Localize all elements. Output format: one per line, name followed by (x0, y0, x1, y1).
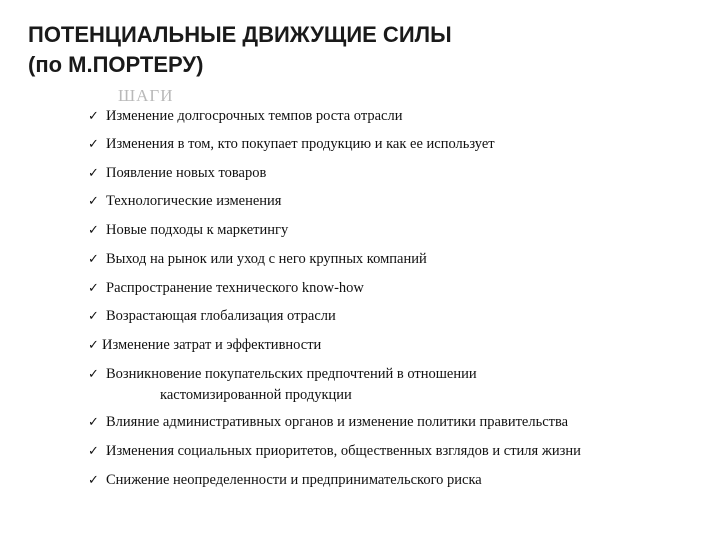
list-item (88, 364, 477, 405)
list-item-text: Распространение технического know-how (106, 280, 364, 296)
checkmark-icon: ✓ (88, 137, 99, 152)
checkmark-icon: ✓ (88, 338, 99, 353)
checkmark-icon: ✓ (88, 415, 99, 430)
checkmark-icon: ✓ (88, 109, 99, 124)
checkmark-icon: ✓ (88, 281, 99, 296)
list-item-text: Изменение затрат и эффективности (102, 337, 322, 353)
list-item-text: Технологические изменения (106, 193, 282, 209)
list-item (88, 335, 321, 356)
list-item-text: Выход на рынок или уход с него крупных компаний (106, 251, 427, 267)
list-item-text: Появление новых товаров (106, 165, 267, 181)
list-item (88, 412, 568, 433)
checkmark-icon: ✓ (88, 473, 99, 488)
list-item (88, 191, 281, 212)
list-item (88, 106, 402, 127)
checkmark-icon: ✓ (88, 367, 99, 382)
checkmark-icon: ✓ (88, 444, 99, 459)
title-line-1: ПОТЕНЦИАЛЬНЫЕ ДВИЖУЩИЕ СИЛЫ (28, 22, 452, 47)
checkmark-icon: ✓ (88, 194, 99, 209)
list-item (88, 249, 427, 270)
list-item-text-continued: кастомизированной продукции (160, 387, 352, 403)
list-item-text: Влияние административных органов и изменение политики правительства (106, 414, 569, 430)
list-item-text: Снижение неопределенности и предпринимательского риска (106, 472, 482, 488)
checkmark-icon: ✓ (88, 223, 99, 238)
list-item (88, 470, 482, 491)
list-item-text: Изменение долгосрочных темпов роста отрасли (106, 108, 403, 124)
list-item (88, 163, 266, 184)
list-item-text: Возрастающая глобализация отрасли (106, 308, 336, 324)
list-item-text: Изменения в том, кто покупает продукцию и как ее использует (106, 136, 495, 152)
checkmark-icon: ✓ (88, 252, 99, 267)
checkmark-icon: ✓ (88, 309, 99, 324)
list-item (88, 306, 336, 327)
list-item-text: Изменения социальных приоритетов, общественных взглядов и стиля жизни (106, 443, 581, 459)
slide-title (28, 20, 452, 80)
ghost-heading: ШАГИ (118, 86, 174, 105)
list-item (88, 441, 581, 462)
list-item (88, 278, 364, 299)
list-item-text: Новые подходы к маркетингу (106, 222, 289, 238)
title-line-2: (по М.ПОРТЕРУ) (28, 52, 204, 77)
list-item-text: Возникновение покупательских предпочтений в отношении (106, 366, 477, 382)
checkmark-icon: ✓ (88, 166, 99, 181)
list-item (88, 134, 495, 155)
list-item (88, 220, 288, 241)
